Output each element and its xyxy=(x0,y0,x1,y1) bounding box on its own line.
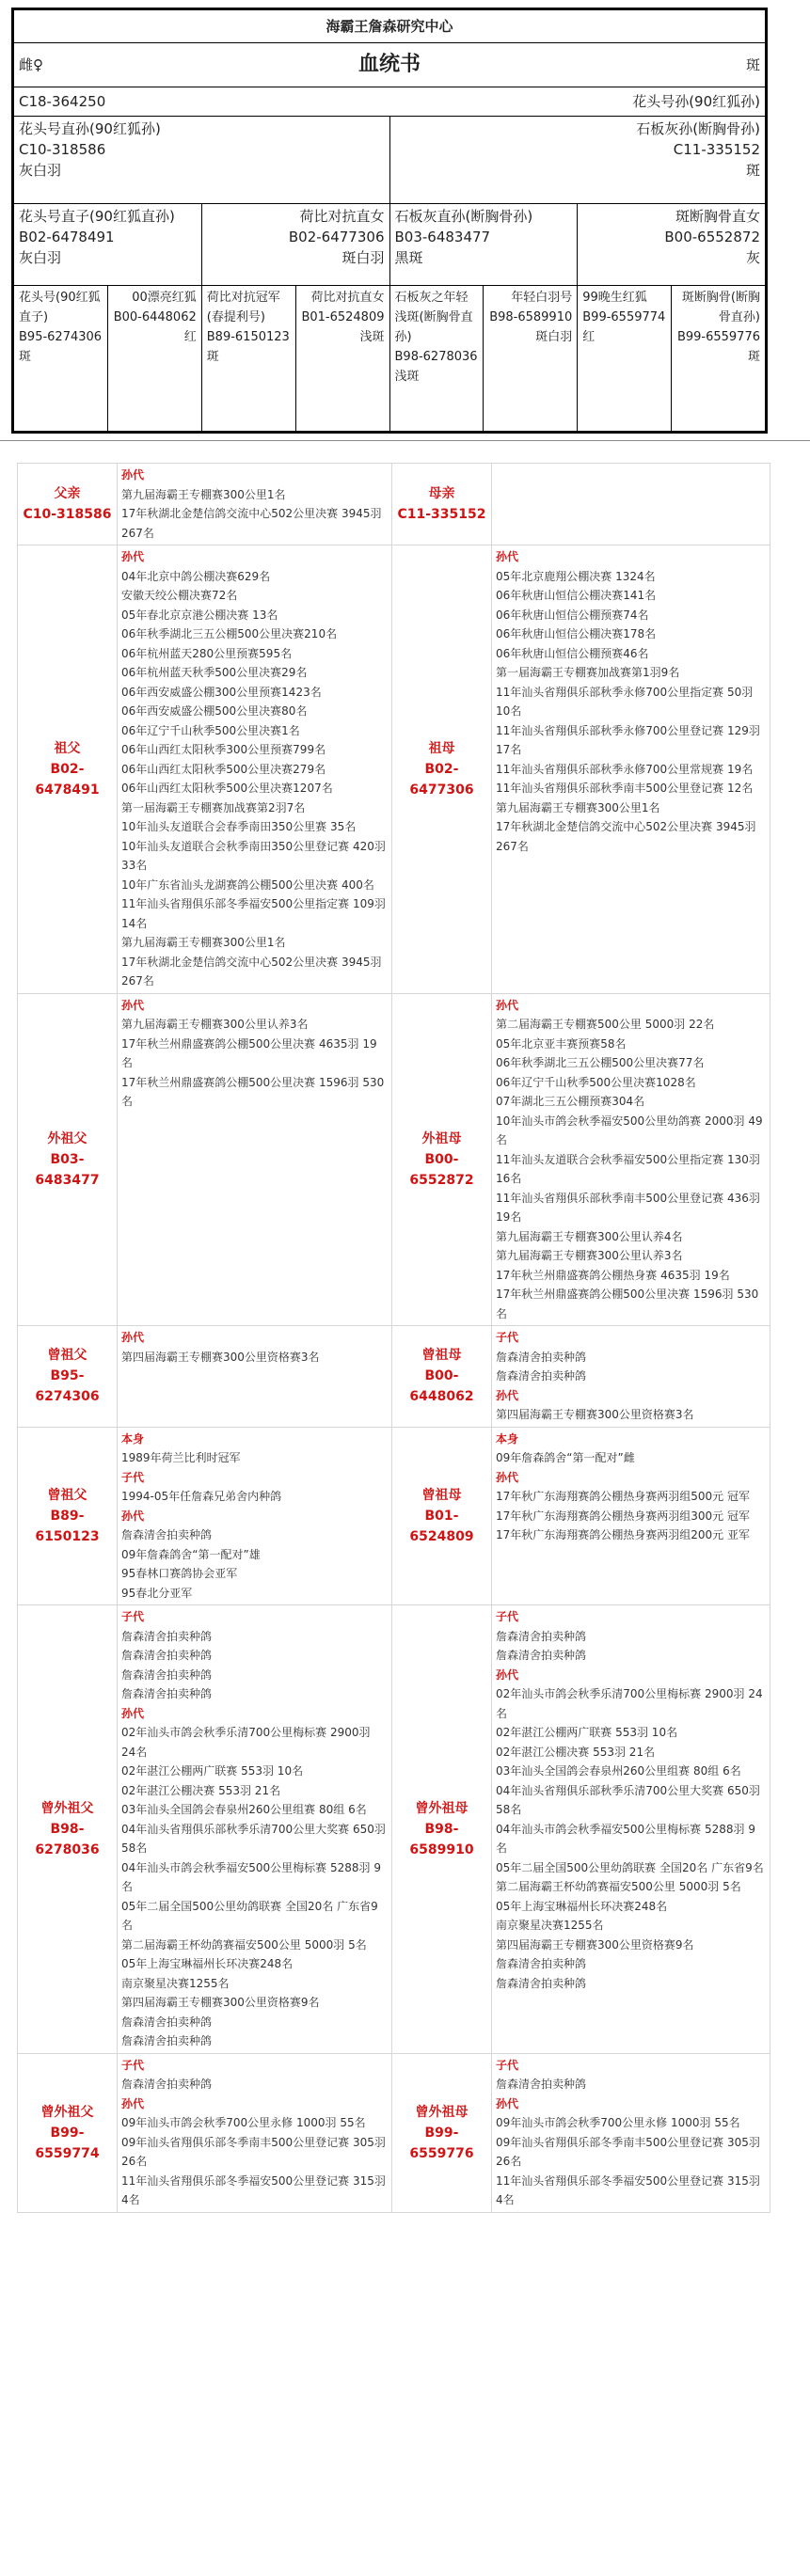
ggp-color: 浅斑 xyxy=(394,370,420,384)
achievement-item: 詹森清舍拍卖种鸽 xyxy=(496,2078,587,2091)
achievement-item: 10年汕头友道联合会秋季南田350公里登记赛 420羽 33名 xyxy=(121,839,386,872)
achievement-item: 17年秋兰州鼎盛赛鸽公棚500公里决赛 4635羽 19名 xyxy=(121,1036,377,1069)
generation-heading: 子代 xyxy=(121,2058,145,2072)
generation-heading: 子代 xyxy=(496,1331,519,1344)
achievement-list xyxy=(492,1605,770,2054)
achievement-item: 05年春北京京港公棚决赛 13名 xyxy=(121,608,278,622)
ancestor-label xyxy=(392,2053,492,2212)
achievement-item: 09年詹森鸽舍“第一配对”雌 xyxy=(496,1451,635,1464)
generation-heading: 孙代 xyxy=(496,1388,519,1402)
achievement-item: 詹森清舍拍卖种鸽 xyxy=(121,1649,213,1662)
achievement-item: 06年秋唐山恒信公棚决赛141名 xyxy=(496,589,657,602)
achievement-item: 04年汕头市鸽会秋季福安500公里梅标赛 5288羽 9名 xyxy=(496,1822,755,1855)
ancestor-role: 曾祖父 xyxy=(47,1487,87,1503)
achievement-item: 1989年荷兰比利时冠军 xyxy=(121,1451,241,1464)
achievement-item: 11年汕头省翔俱乐部秋季永修700公里登记赛 129羽 17名 xyxy=(496,723,760,756)
achievement-item: 05年上海宝琳福州长环决赛248名 xyxy=(121,1957,294,1970)
achievement-item: 詹森清舍拍卖种鸽 xyxy=(121,2015,213,2029)
generation-heading: 子代 xyxy=(121,1610,145,1623)
achievement-item: 第二届海霸王杯幼鸽赛福安500公里 5000羽 5名 xyxy=(121,1937,367,1952)
gp-name: 花头号直子(90红狐直孙) xyxy=(19,208,175,225)
achievement-item: 02年汕头市鸽会秋季乐清700公里梅标赛 2900羽 24名 xyxy=(496,1687,763,1720)
achievement-item: 02年湛江公棚决赛 553羽 21名 xyxy=(496,1745,656,1759)
achievement-list xyxy=(118,1605,392,2054)
ancestor-role: 曾祖母 xyxy=(421,1487,462,1503)
ancestor-role: 曾外祖父 xyxy=(40,1800,94,1816)
ancestor-role: 外祖父 xyxy=(47,1130,87,1146)
dam-cell xyxy=(389,117,766,204)
ancestor-role: 父亲 xyxy=(54,486,81,501)
ggp-ring: B00-6448062 xyxy=(113,310,197,324)
achievement-item: 06年秋季湖北三五公棚500公里决赛77名 xyxy=(496,1056,705,1069)
achievement-item: 06年辽宁千山秋季500公里决赛1028名 xyxy=(496,1075,696,1089)
gp-name: 荷比对抗直女 xyxy=(299,208,385,225)
achievement-item: 04年汕头市鸽会秋季福安500公里梅标赛 5288羽 9名 xyxy=(121,1860,381,1893)
achievement-item: 詹森清舍拍卖种鸽 xyxy=(496,1976,587,1990)
ggp-cell xyxy=(672,286,766,432)
achievement-list xyxy=(118,1427,392,1605)
ancestor-role: 曾祖父 xyxy=(47,1348,87,1364)
achievement-item: 17年秋广东海翔赛鸽公棚热身赛两羽组300元 冠军 xyxy=(496,1509,750,1523)
achievement-item: 06年秋唐山恒信公棚预赛46名 xyxy=(496,646,649,660)
ancestor-role: 母亲 xyxy=(428,486,455,501)
ancestor-label xyxy=(392,1427,492,1605)
ancestor-ring: B99-6559774 xyxy=(35,2125,100,2161)
ggp-cell xyxy=(484,286,578,432)
ancestor-label xyxy=(392,1326,492,1428)
generation-heading: 孙代 xyxy=(121,998,145,1012)
ggp-name: 斑断胸骨(断胸骨直孙) xyxy=(681,291,760,324)
sex-label: 雌♀ xyxy=(14,43,202,87)
ancestor-label xyxy=(18,993,118,1326)
generation-heading: 孙代 xyxy=(121,1509,145,1523)
achievement-item: 04年北京中鸽公棚决赛629名 xyxy=(121,569,271,583)
ggp-color: 红 xyxy=(582,330,596,344)
achievement-list xyxy=(118,2053,392,2212)
achievement-list xyxy=(118,1326,392,1428)
achievement-item: 05年北京鹿翔公棚决赛 1324名 xyxy=(496,569,656,583)
achievement-item: 第九届海霸王专棚赛300公里1名 xyxy=(121,487,286,501)
generation-heading: 孙代 xyxy=(121,1706,145,1720)
achievement-item: 05年上海宝琳福州长环决赛248名 xyxy=(496,1899,668,1913)
record-row xyxy=(18,545,770,994)
generation-heading: 孙代 xyxy=(121,468,145,482)
achievement-item: 06年山西红太阳秋季500公里决赛279名 xyxy=(121,762,326,776)
gp-cell xyxy=(389,204,578,286)
achievement-item: 1994-05年任詹森兄弟舍内种鸽 xyxy=(121,1490,282,1503)
achievement-item: 09年汕头省翔俱乐部冬季南丰500公里登记赛 305羽 26名 xyxy=(496,2135,760,2168)
achievement-item: 09年汕头省翔俱乐部冬季南丰500公里登记赛 305羽 26名 xyxy=(121,2135,386,2168)
gp-name: 斑断胸骨直女 xyxy=(675,208,760,225)
gp-color: 斑白羽 xyxy=(341,249,385,266)
achievement-item: 07年湖北三五公棚预赛304名 xyxy=(496,1095,645,1108)
record-row xyxy=(18,464,770,545)
ancestor-role: 曾外祖母 xyxy=(415,1800,469,1816)
achievement-item: 06年西安威盛公棚500公里决赛80名 xyxy=(121,704,308,718)
record-row xyxy=(18,1605,770,2054)
achievement-item: 17年秋湖北金楚信鸽交流中心502公里决赛 3945羽 267名 xyxy=(496,820,756,853)
ggp-ring: B95-6274306 xyxy=(19,330,103,344)
record-row xyxy=(18,2053,770,2212)
achievement-item: 02年汕头市鸽会秋季乐清700公里梅标赛 2900羽 24名 xyxy=(121,1726,371,1759)
generation-heading: 孙代 xyxy=(496,550,519,563)
achievement-list xyxy=(118,464,392,545)
achievement-item: 06年杭州蓝天秋季500公里决赛29名 xyxy=(121,666,308,679)
achievement-item: 17年秋湖北金楚信鸽交流中心502公里决赛 3945羽 267名 xyxy=(121,507,382,540)
achievement-item: 第二届海霸王专棚赛500公里 5000羽 22名 xyxy=(496,1018,715,1031)
achievement-item: 95春北分亚军 xyxy=(121,1586,193,1600)
achievement-item: 第一届海霸王专棚赛加战赛第2羽7名 xyxy=(121,800,306,814)
achievement-item: 詹森清舍拍卖种鸽 xyxy=(496,1350,587,1364)
achievement-item: 06年西安威盛公棚300公里预赛1423名 xyxy=(121,685,322,699)
gp-color: 黑斑 xyxy=(394,249,423,266)
org-name: 海霸王詹森研究中心 xyxy=(14,10,766,43)
achievement-item: 10年广东省汕头龙湖赛鸽公棚500公里决赛 400名 xyxy=(121,877,374,892)
ggp-color: 斑白羽 xyxy=(535,330,573,344)
achievement-item: 詹森清舍拍卖种鸽 xyxy=(121,1667,213,1682)
ggp-cell xyxy=(295,286,389,432)
achievement-item: 第九届海霸王专棚赛300公里1名 xyxy=(121,936,286,949)
ggp-name: 99晚生红狐 xyxy=(582,291,647,305)
ancestor-ring: C11-335152 xyxy=(397,507,486,522)
gp-color: 灰 xyxy=(745,249,760,266)
achievement-item: 05年北京亚丰赛预赛58名 xyxy=(496,1036,627,1051)
achievement-item: 06年秋季湖北三五公棚500公里决赛210名 xyxy=(121,627,338,640)
generation-heading: 孙代 xyxy=(121,1331,145,1344)
achievement-list xyxy=(492,464,770,545)
sire-color: 灰白羽 xyxy=(19,162,62,179)
ancestor-label xyxy=(18,2053,118,2212)
ancestor-label xyxy=(392,545,492,994)
ggp-cell xyxy=(578,286,672,432)
ggp-color: 斑 xyxy=(206,350,219,364)
ggp-cell xyxy=(201,286,295,432)
achievement-item: 第九届海霸王专棚赛300公里认养3名 xyxy=(496,1249,683,1262)
achievement-item: 06年秋唐山恒信公棚预赛74名 xyxy=(496,608,649,622)
generation-heading: 本身 xyxy=(121,1431,145,1446)
achievement-item: 11年汕头省翔俱乐部秋季南丰500公里登记赛 436羽 19名 xyxy=(496,1191,760,1224)
achievement-item: 第四届海霸王专棚赛300公里资格赛9名 xyxy=(121,1996,320,2009)
achievement-item: 11年汕头省翔俱乐部秋季南丰500公里登记赛 12名 xyxy=(496,782,754,795)
record-row xyxy=(18,993,770,1326)
subject-lineage: 花头号孙(90红狐孙) xyxy=(389,87,766,117)
gp-cell xyxy=(201,204,389,286)
generation-heading: 子代 xyxy=(121,1470,145,1484)
ggp-ring: B89-6150123 xyxy=(206,330,290,344)
dam-name: 石板灰孙(断胸骨孙) xyxy=(636,120,760,137)
ancestor-ring: B02-6477306 xyxy=(409,761,474,798)
ggp-ring: B99-6559774 xyxy=(582,310,666,324)
ggp-ring: B01-6524809 xyxy=(301,310,385,324)
achievement-item: 17年秋兰州鼎盛赛鸽公棚500公里决赛 1596羽 530名 xyxy=(121,1075,385,1108)
sire-ring: C10-318586 xyxy=(19,141,106,158)
generation-heading: 孙代 xyxy=(496,1667,519,1682)
ancestor-ring: B00-6552872 xyxy=(409,1151,474,1188)
achievement-item: 詹森清舍拍卖种鸽 xyxy=(496,1369,587,1383)
ggp-name: 石板灰之年轻浅斑(断胸骨直孙) xyxy=(394,291,473,344)
ancestor-role: 曾外祖父 xyxy=(40,2104,94,2120)
section-divider xyxy=(0,440,810,441)
achievement-item: 第四届海霸王专棚赛300公里资格赛3名 xyxy=(496,1408,694,1421)
ancestor-ring: B00-6448062 xyxy=(409,1368,474,1405)
achievement-item: 06年山西红太阳秋季300公里预赛799名 xyxy=(121,743,326,756)
performance-records xyxy=(17,463,770,2213)
achievement-item: 第四届海霸王专棚赛300公里资格赛3名 xyxy=(121,1350,320,1364)
achievement-item: 南京聚星决赛1255名 xyxy=(496,1919,604,1932)
achievement-item: 詹森清舍拍卖种鸽 xyxy=(496,1957,587,1970)
achievement-item: 17年秋广东海翔赛鸽公棚热身赛两羽组200元 亚军 xyxy=(496,1528,750,1541)
achievement-list xyxy=(492,2053,770,2212)
achievement-item: 詹森清舍拍卖种鸽 xyxy=(121,1687,213,1700)
achievement-list xyxy=(492,993,770,1326)
ggp-name: 00漂亮红狐 xyxy=(132,291,197,305)
ancestor-role: 外祖母 xyxy=(421,1130,462,1146)
record-row xyxy=(18,1326,770,1428)
achievement-item: 06年辽宁千山秋季500公里决赛1名 xyxy=(121,723,300,737)
sire-name: 花头号直孙(90红狐孙) xyxy=(19,120,161,137)
achievement-item: 11年汕头省翔俱乐部冬季福安500公里登记赛 315羽 4名 xyxy=(121,2173,386,2206)
achievement-item: 10年汕头友道联合会春季南田350公里赛 35名 xyxy=(121,820,357,833)
ggp-cell xyxy=(389,286,484,432)
ggp-color: 斑 xyxy=(747,350,760,364)
generation-heading: 孙代 xyxy=(121,550,145,563)
achievement-item: 09年詹森鸽舍“第一配对”雄 xyxy=(121,1547,261,1561)
achievement-list xyxy=(492,1326,770,1428)
achievement-item: 02年湛江公棚两广联赛 553羽 10名 xyxy=(121,1764,304,1778)
achievement-item: 11年汕头省翔俱乐部冬季福安500公里登记赛 315羽 4名 xyxy=(496,2173,760,2206)
achievement-item: 第二届海霸王杯幼鸽赛福安500公里 5000羽 5名 xyxy=(496,1880,741,1893)
achievement-item: 04年汕头省翔俱乐部秋季乐清700公里大奖赛 650羽 58名 xyxy=(496,1783,760,1816)
ggp-name: 荷比对抗直女 xyxy=(310,291,385,305)
achievement-item: 11年汕头省翔俱乐部冬季福安500公里指定赛 109羽 14名 xyxy=(121,897,386,930)
achievement-item: 09年汕头市鸽会秋季700公里永修 1000羽 55名 xyxy=(121,2116,366,2129)
achievement-item: 11年汕头省翔俱乐部秋季永修700公里常规赛 19名 xyxy=(496,762,754,776)
gp-cell xyxy=(14,204,202,286)
achievement-item: 10年汕头市鸽会秋季福安500公里幼鸽赛 2000羽 49名 xyxy=(496,1114,763,1146)
ancestor-ring: B95-6274306 xyxy=(35,1368,100,1405)
achievement-item: 詹森清舍拍卖种鸽 xyxy=(121,2078,213,2091)
gp-name: 石板灰直孙(断胸骨孙) xyxy=(394,208,533,225)
ancestor-label xyxy=(18,545,118,994)
ggp-color: 浅斑 xyxy=(359,330,385,344)
achievement-item: 17年秋兰州鼎盛赛鸽公棚热身赛 4635羽 19名 xyxy=(496,1268,730,1282)
achievement-item: 第九届海霸王专棚赛300公里1名 xyxy=(496,800,660,814)
ancestor-label xyxy=(18,464,118,545)
achievement-item: 02年湛江公棚两广联赛 553羽 10名 xyxy=(496,1726,678,1739)
generation-heading: 本身 xyxy=(496,1431,519,1446)
achievement-item: 第四届海霸王专棚赛300公里资格赛9名 xyxy=(496,1937,694,1952)
ancestor-label xyxy=(18,1326,118,1428)
generation-heading: 子代 xyxy=(496,1610,519,1623)
ggp-color: 红 xyxy=(183,330,197,344)
gp-cell xyxy=(578,204,766,286)
ancestor-ring: B02-6478491 xyxy=(35,761,100,798)
gp-ring: B00-6552872 xyxy=(664,229,760,245)
achievement-list xyxy=(118,993,392,1326)
ancestor-ring: B89-6150123 xyxy=(35,1508,100,1544)
ggp-cell xyxy=(107,286,201,432)
ggp-cell xyxy=(14,286,108,432)
gp-ring: B02-6477306 xyxy=(288,229,385,245)
achievement-item: 詹森清舍拍卖种鸽 xyxy=(121,1629,213,1643)
achievement-item: 09年汕头市鸽会秋季700公里永修 1000羽 55名 xyxy=(496,2116,740,2129)
achievement-item: 03年汕头全国鸽会春泉州260公里组赛 80组 6名 xyxy=(121,1803,367,1816)
ancestor-label xyxy=(18,1427,118,1605)
achievement-item: 06年山西红太阳秋季500公里决赛1207名 xyxy=(121,782,333,795)
record-row xyxy=(18,1427,770,1605)
doc-title: 血统书 xyxy=(201,43,578,87)
gp-ring: B03-6483477 xyxy=(394,229,491,245)
ancestor-role: 祖父 xyxy=(54,740,81,756)
achievement-item: 詹森清舍拍卖种鸽 xyxy=(496,1649,587,1662)
generation-heading: 孙代 xyxy=(496,1470,519,1484)
achievement-item: 17年秋兰州鼎盛赛鸽公棚500公里决赛 1596羽 530名 xyxy=(496,1288,759,1320)
generation-heading: 孙代 xyxy=(496,998,519,1012)
achievement-item: 17年秋湖北金楚信鸽交流中心502公里决赛 3945羽 267名 xyxy=(121,955,382,988)
ggp-ring: B98-6278036 xyxy=(394,350,478,364)
achievement-item: 11年汕头省翔俱乐部秋季永修700公里指定赛 50羽 10名 xyxy=(496,685,754,718)
dam-color: 斑 xyxy=(745,162,760,179)
ancestor-ring: B99-6559776 xyxy=(409,2125,474,2161)
achievement-item: 06年杭州蓝天280公里预赛595名 xyxy=(121,646,293,660)
ancestor-ring: B01-6524809 xyxy=(409,1508,474,1544)
ggp-name: 年轻白羽号 xyxy=(511,291,573,305)
achievement-item: 安徽天绞公棚决赛72名 xyxy=(121,589,238,602)
achievement-item: 詹森清舍拍卖种鸽 xyxy=(121,2034,213,2047)
generation-heading: 孙代 xyxy=(121,2096,145,2110)
sire-cell xyxy=(14,117,390,204)
achievement-item: 第九届海霸王专棚赛300公里认养4名 xyxy=(496,1229,683,1243)
achievement-item: 第一届海霸王专棚赛加战赛第1羽9名 xyxy=(496,666,680,679)
ggp-name: 荷比对抗冠军(春提利号) xyxy=(206,291,280,324)
dam-ring: C11-335152 xyxy=(673,141,760,158)
achievement-item: 05年二届全国500公里幼鸽联赛 全国20名 广东省9名 xyxy=(121,1899,378,1932)
achievement-item: 05年二届全国500公里幼鸽联赛 全国20名 广东省9名 xyxy=(496,1860,764,1874)
ancestor-role: 祖母 xyxy=(428,740,455,756)
pedigree-chart xyxy=(11,8,768,434)
ggp-ring: B98-6589910 xyxy=(489,310,573,324)
achievement-item: 詹森清舍拍卖种鸽 xyxy=(121,1528,213,1541)
achievement-item: 第九届海霸王专棚赛300公里认养3名 xyxy=(121,1018,309,1031)
ggp-ring: B99-6559776 xyxy=(676,330,760,344)
ancestor-ring: B03-6483477 xyxy=(35,1151,100,1188)
achievement-item: 詹森清舍拍卖种鸽 xyxy=(496,1629,587,1643)
ancestor-label xyxy=(18,1605,118,2054)
ancestor-label xyxy=(392,464,492,545)
ancestor-label xyxy=(392,1605,492,2054)
ancestor-role: 曾外祖母 xyxy=(415,2104,469,2120)
gp-color: 灰白羽 xyxy=(19,249,62,266)
generation-heading: 孙代 xyxy=(496,2096,519,2110)
achievement-item: 17年秋广东海翔赛鸽公棚热身赛两羽组500元 冠军 xyxy=(496,1490,750,1503)
ggp-name: 花头号(90红狐直子) xyxy=(19,291,101,324)
achievement-item: 06年秋唐山恒信公棚决赛178名 xyxy=(496,627,657,640)
achievement-item: 11年汕头友道联合会秋季福安500公里指定赛 130羽 16名 xyxy=(496,1152,760,1185)
ancestor-ring: C10-318586 xyxy=(23,507,112,522)
generation-heading: 子代 xyxy=(496,2058,519,2072)
achievement-item: 03年汕头全国鸽会春泉州260公里组赛 80组 6名 xyxy=(496,1764,741,1778)
achievement-item: 02年湛江公棚决赛 553羽 21名 xyxy=(121,1783,281,1797)
achievement-list xyxy=(492,1427,770,1605)
achievement-list xyxy=(492,545,770,994)
achievement-item: 95春林口赛鸽协会亚军 xyxy=(121,1567,238,1580)
ggp-color: 斑 xyxy=(19,350,32,364)
achievement-list xyxy=(118,545,392,994)
ancestor-ring: B98-6589910 xyxy=(409,1821,474,1857)
ancestor-role: 曾祖母 xyxy=(421,1348,462,1364)
achievement-item: 南京聚星决赛1255名 xyxy=(121,1976,230,1990)
ancestor-ring: B98-6278036 xyxy=(35,1821,100,1857)
gp-ring: B02-6478491 xyxy=(19,229,115,245)
achievement-item: 04年汕头省翔俱乐部秋季乐清700公里大奖赛 650羽 58名 xyxy=(121,1822,386,1855)
color-corner: 斑 xyxy=(578,43,766,87)
ancestor-label xyxy=(392,993,492,1326)
subject-ring: C18-364250 xyxy=(14,87,390,117)
